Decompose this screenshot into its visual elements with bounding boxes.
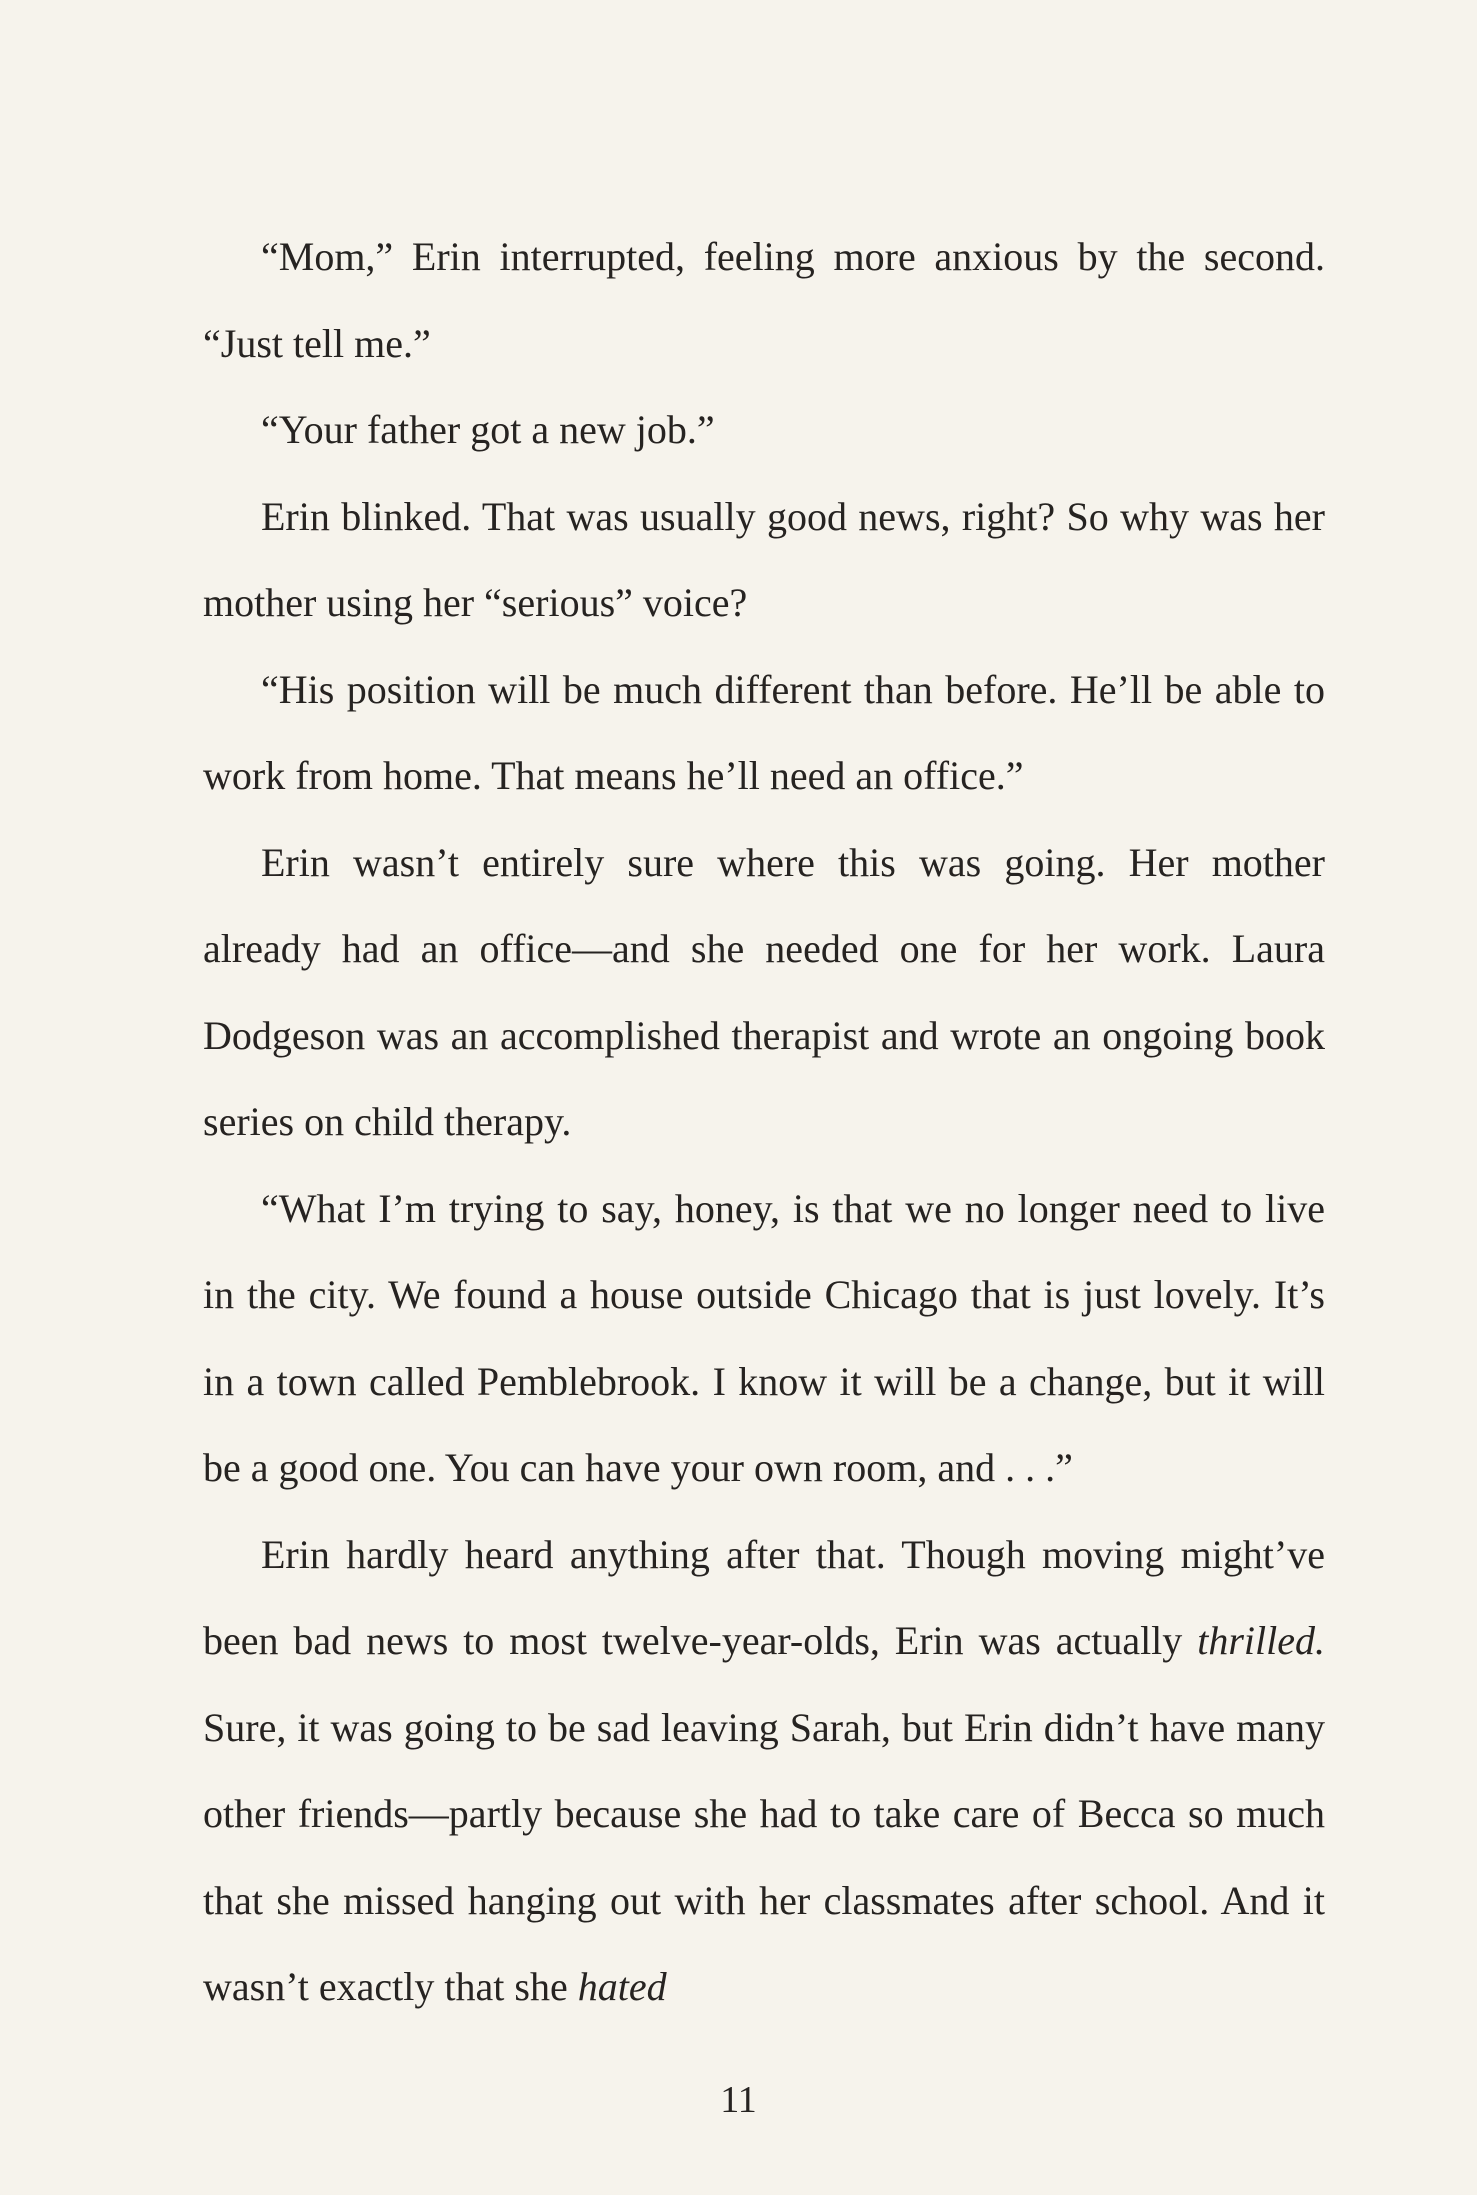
text-run: “His position will be much different than before. He’ll be able to work from home. That means he’ll need an office.” xyxy=(203,666,1325,798)
paragraph xyxy=(203,474,1325,647)
text-run: “Mom,” Erin interrupted, feeling more anxious by the second. “Just tell me.” xyxy=(203,234,1325,366)
body-text xyxy=(203,214,1325,2031)
italic-text: hated xyxy=(577,1964,667,2009)
text-run: “Your father got a new job.” xyxy=(261,407,715,452)
italic-text: thrilled. xyxy=(1197,1618,1325,1663)
text-run: Sure, it was going to be sad leaving Sarah, but Erin didn’t have many other friends—partly because she had to take care of Becca so much that she missed hanging out with her classmates after school. And it wasn’t exactly that she xyxy=(203,1704,1325,2009)
paragraph xyxy=(203,214,1325,387)
text-run: Erin hardly heard anything after that. Though moving might’ve been bad news to most twelve-year-olds, Erin was actually xyxy=(203,1531,1325,1663)
paragraph xyxy=(203,647,1325,820)
text-run: Erin blinked. That was usually good news, right? So why was her mother using her “serious” voice? xyxy=(203,493,1325,625)
paragraph xyxy=(203,1512,1325,2031)
text-run: “What I’m trying to say, honey, is that we no longer need to live in the city. We found a house outside Chicago that is just lovely. It’s in a town called Pemblebrook. I know it will be a change, but it will be a good one. You can have your own room, and . . .” xyxy=(203,1185,1325,1490)
paragraph xyxy=(203,387,1325,474)
paragraph xyxy=(203,820,1325,1166)
paragraph xyxy=(203,1166,1325,1512)
text-run: Erin wasn’t entirely sure where this was going. Her mother already had an office—and she needed one for her work. Laura Dodgeson was an accomplished therapist and wrote an ongoing book series on child therapy. xyxy=(203,839,1325,1144)
page-number: 11 xyxy=(720,2079,757,2121)
